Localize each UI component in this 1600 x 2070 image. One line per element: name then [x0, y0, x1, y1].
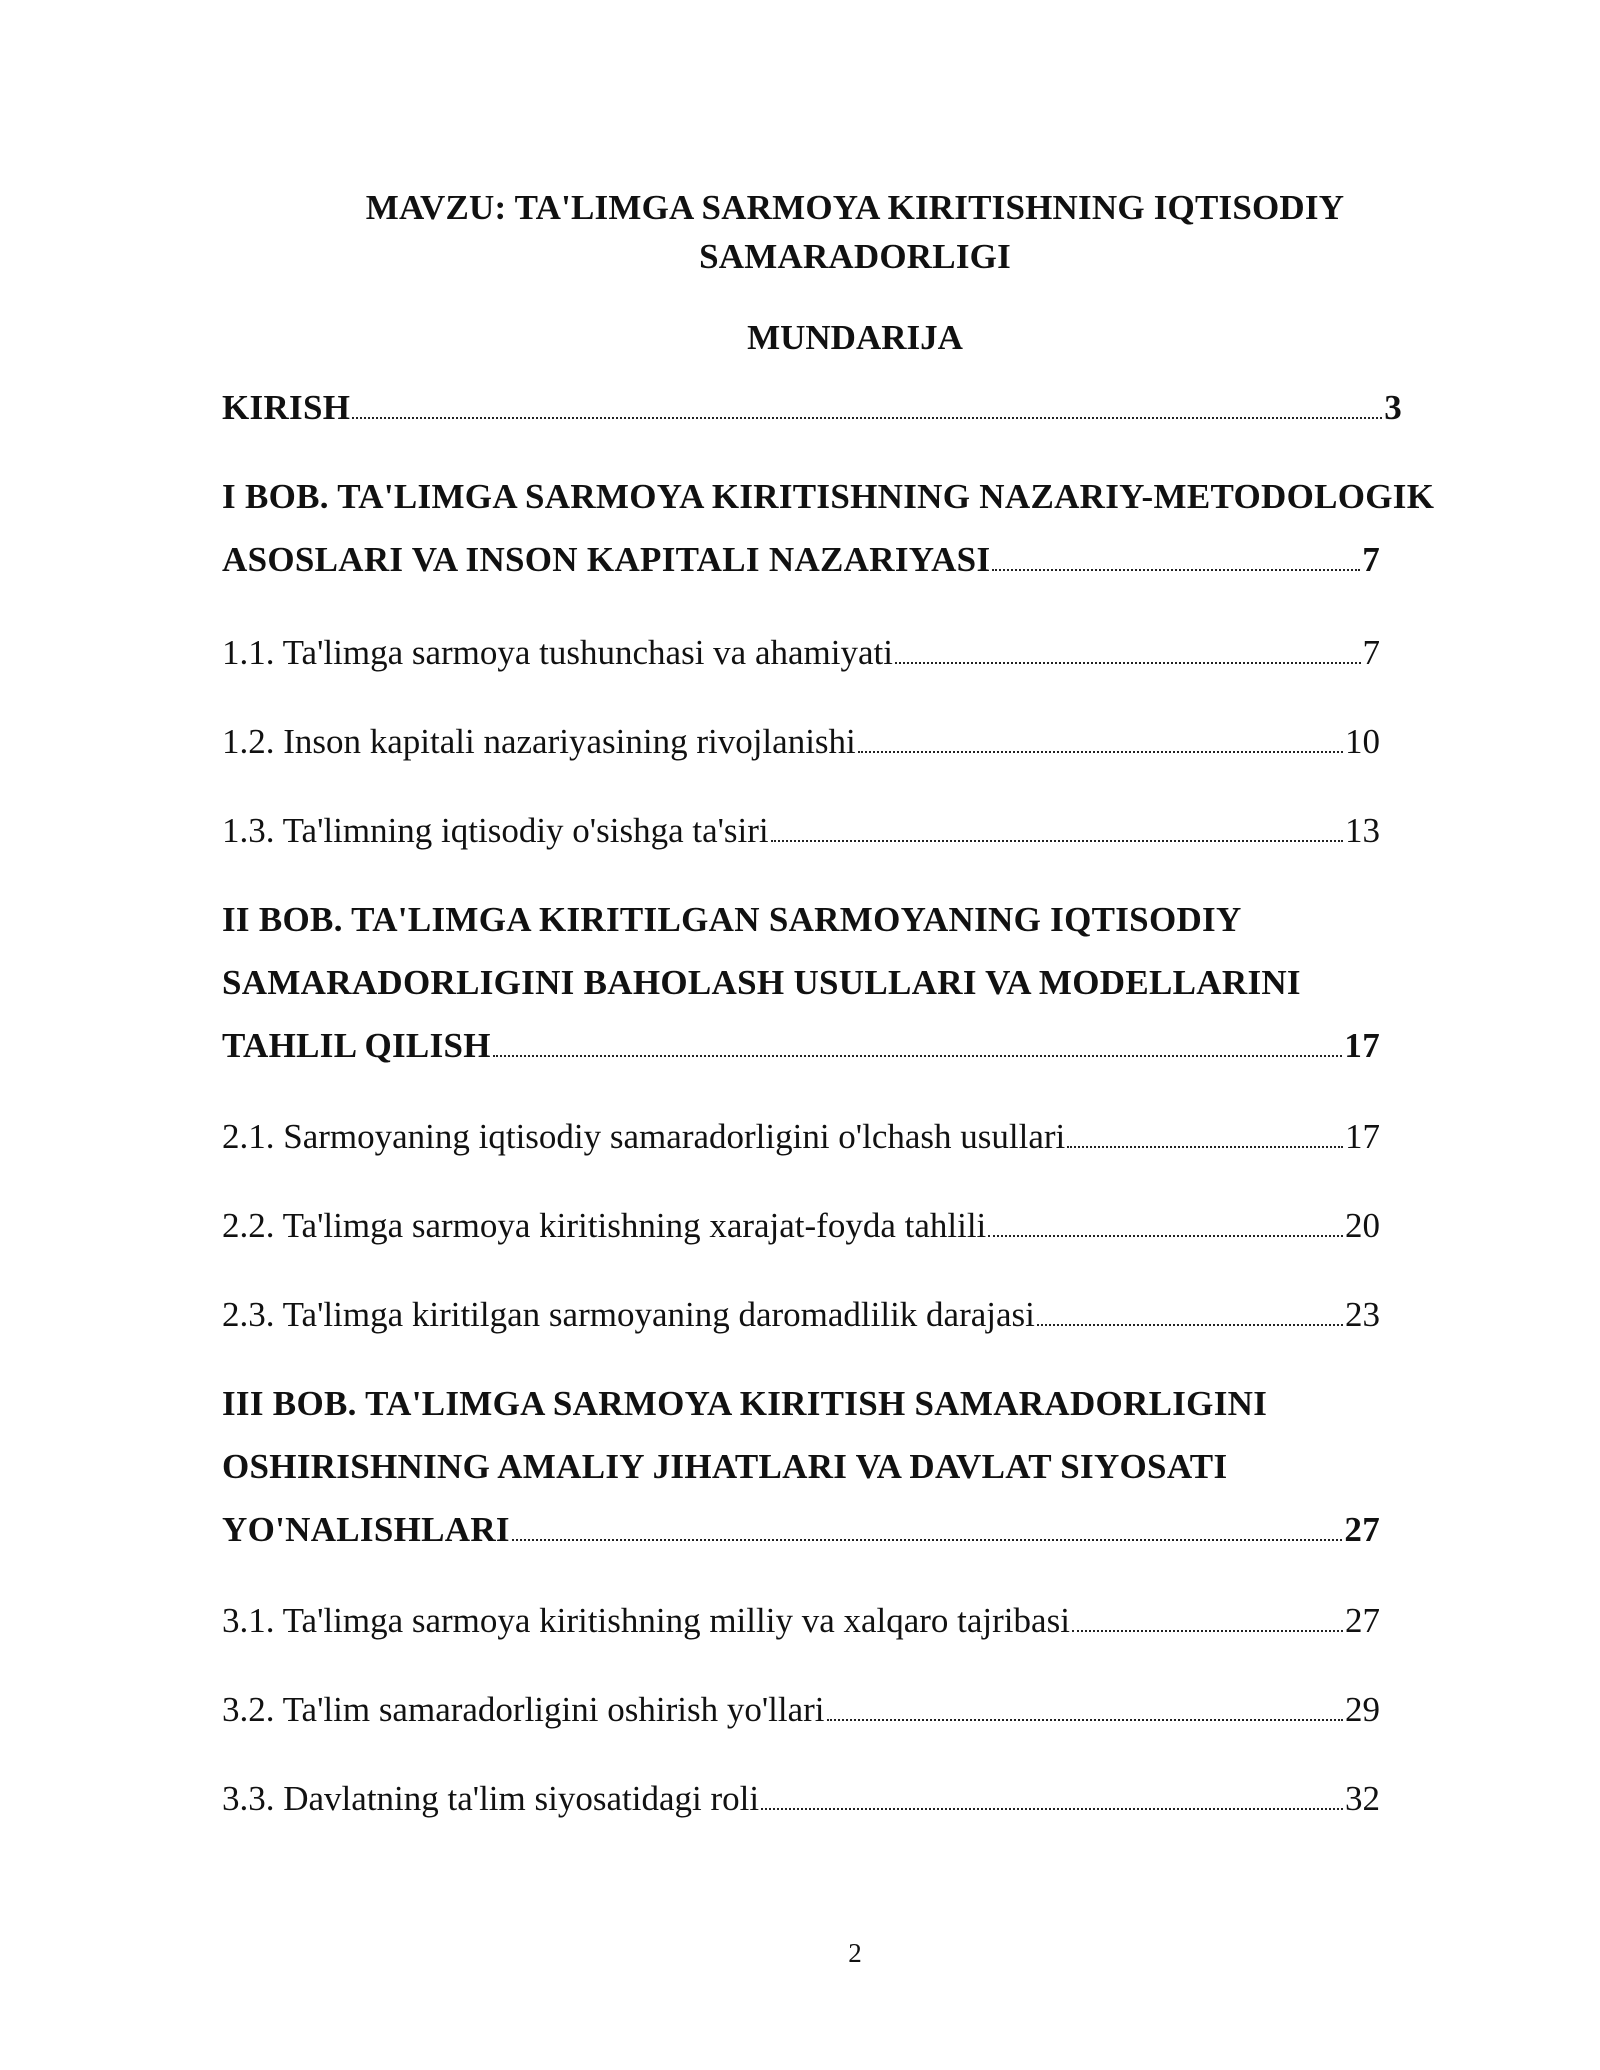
- toc-page-number: 27: [1344, 1510, 1380, 1549]
- toc-entry-title: 2.2. Ta'limga sarmoya kiritishning xarajat-foyda tahlili: [222, 1206, 987, 1245]
- toc-entry-title-line: II BOB. TA'LIMGA KIRITILGAN SARMOYANING IQTISODIY: [222, 900, 1242, 939]
- toc-entry-section-3-2[interactable]: [222, 1678, 1380, 1741]
- toc-page-number: 23: [1345, 1295, 1380, 1334]
- toc-entry-title: 3.1. Ta'limga sarmoya kiritishning milliy va xalqaro tajribasi: [222, 1601, 1070, 1640]
- toc-entry-title: 3.2. Ta'lim samaradorligini oshirish yo'llari: [222, 1690, 825, 1729]
- toc-entry-title: 1.2. Inson kapitali nazariyasining rivojlanishi: [222, 722, 856, 761]
- toc-page-number: 7: [1362, 633, 1380, 672]
- title-line-2: SAMARADORLIGI: [699, 237, 1011, 276]
- toc-entry-title-line: ASOSLARI VA INSON KAPITALI NAZARIYASI: [222, 540, 991, 579]
- toc-entry-title-line: I BOB. TA'LIMGA SARMOYA KIRITISHNING NAZARIY-METODOLOGIK: [222, 477, 1435, 516]
- dot-leader: [1067, 1146, 1343, 1148]
- dot-leader: [1072, 1630, 1343, 1632]
- toc-entry-title: 2.3. Ta'limga kiritilgan sarmoyaning daromadlilik darajasi: [222, 1295, 1035, 1334]
- toc-page-number: 3: [1384, 388, 1402, 427]
- toc-page-number: 10: [1345, 722, 1380, 761]
- toc-entry-section-2-2[interactable]: [222, 1194, 1380, 1257]
- toc-page-number: 17: [1345, 1117, 1380, 1156]
- dot-leader: [988, 1235, 1343, 1237]
- toc-page-number: 29: [1345, 1690, 1380, 1729]
- toc-entry-title-line: SAMARADORLIGINI BAHOLASH USULLARI VA MODELLARINI: [222, 963, 1301, 1002]
- dot-leader: [1037, 1324, 1343, 1326]
- toc-entry-section-1-2[interactable]: [222, 710, 1380, 773]
- toc-entry-title: 1.3. Ta'limning iqtisodiy o'sishga ta'siri: [222, 811, 769, 850]
- page-number: 2: [848, 1938, 862, 1968]
- dot-leader: [895, 662, 1361, 664]
- toc-entry-kirish[interactable]: [222, 376, 1402, 439]
- dot-leader: [493, 1055, 1343, 1057]
- toc-entry-section-1-1[interactable]: [222, 621, 1380, 684]
- dot-leader: [761, 1808, 1343, 1810]
- dot-leader: [512, 1539, 1343, 1541]
- toc-entry-section-3-1[interactable]: [222, 1589, 1380, 1652]
- toc-entry-title: 3.3. Davlatning ta'lim siyosatidagi roli: [222, 1779, 760, 1818]
- title-line-1: MAVZU: TA'LIMGA SARMOYA KIRITISHNING IQTISODIY: [365, 188, 1345, 227]
- toc-entry-chapter-1[interactable]: [222, 465, 1435, 591]
- dot-leader: [992, 569, 1360, 571]
- dot-leader: [858, 751, 1343, 753]
- toc-entry-title: KIRISH: [222, 388, 351, 427]
- toc-entry-chapter-3[interactable]: [222, 1372, 1380, 1561]
- toc-page-number: 20: [1345, 1206, 1380, 1245]
- dot-leader: [827, 1719, 1344, 1721]
- toc-entry-title: 1.1. Ta'limga sarmoya tushunchasi va ahamiyati: [222, 633, 893, 672]
- toc-entry-section-3-3[interactable]: [222, 1767, 1380, 1830]
- toc-entry-section-2-1[interactable]: [222, 1105, 1380, 1168]
- toc-entry-chapter-2[interactable]: [222, 888, 1380, 1077]
- toc-page-number: 32: [1345, 1779, 1380, 1818]
- toc-page-number: 7: [1362, 540, 1380, 579]
- toc-entry-title-line: III BOB. TA'LIMGA SARMOYA KIRITISH SAMARADORLIGINI: [222, 1384, 1268, 1423]
- toc-entry-section-1-3[interactable]: [222, 799, 1380, 862]
- dot-leader: [771, 840, 1343, 842]
- toc-entry-title-line: TAHLIL QILISH: [222, 1026, 491, 1065]
- toc-entry-title-line: OSHIRISHNING AMALIY JIHATLARI VA DAVLAT SIYOSATI: [222, 1447, 1228, 1486]
- toc-page-number: 13: [1345, 811, 1380, 850]
- contents-heading: MUNDARIJA: [747, 318, 963, 357]
- toc-entry-title-line: YO'NALISHLARI: [222, 1510, 510, 1549]
- toc-entry-title: 2.1. Sarmoyaning iqtisodiy samaradorligini o'lchash usullari: [222, 1117, 1066, 1156]
- toc-entry-section-2-3[interactable]: [222, 1283, 1380, 1346]
- toc-page-number: 27: [1345, 1601, 1380, 1640]
- document-title: [220, 183, 1490, 281]
- dot-leader: [352, 417, 1382, 419]
- toc-page-number: 17: [1344, 1026, 1380, 1065]
